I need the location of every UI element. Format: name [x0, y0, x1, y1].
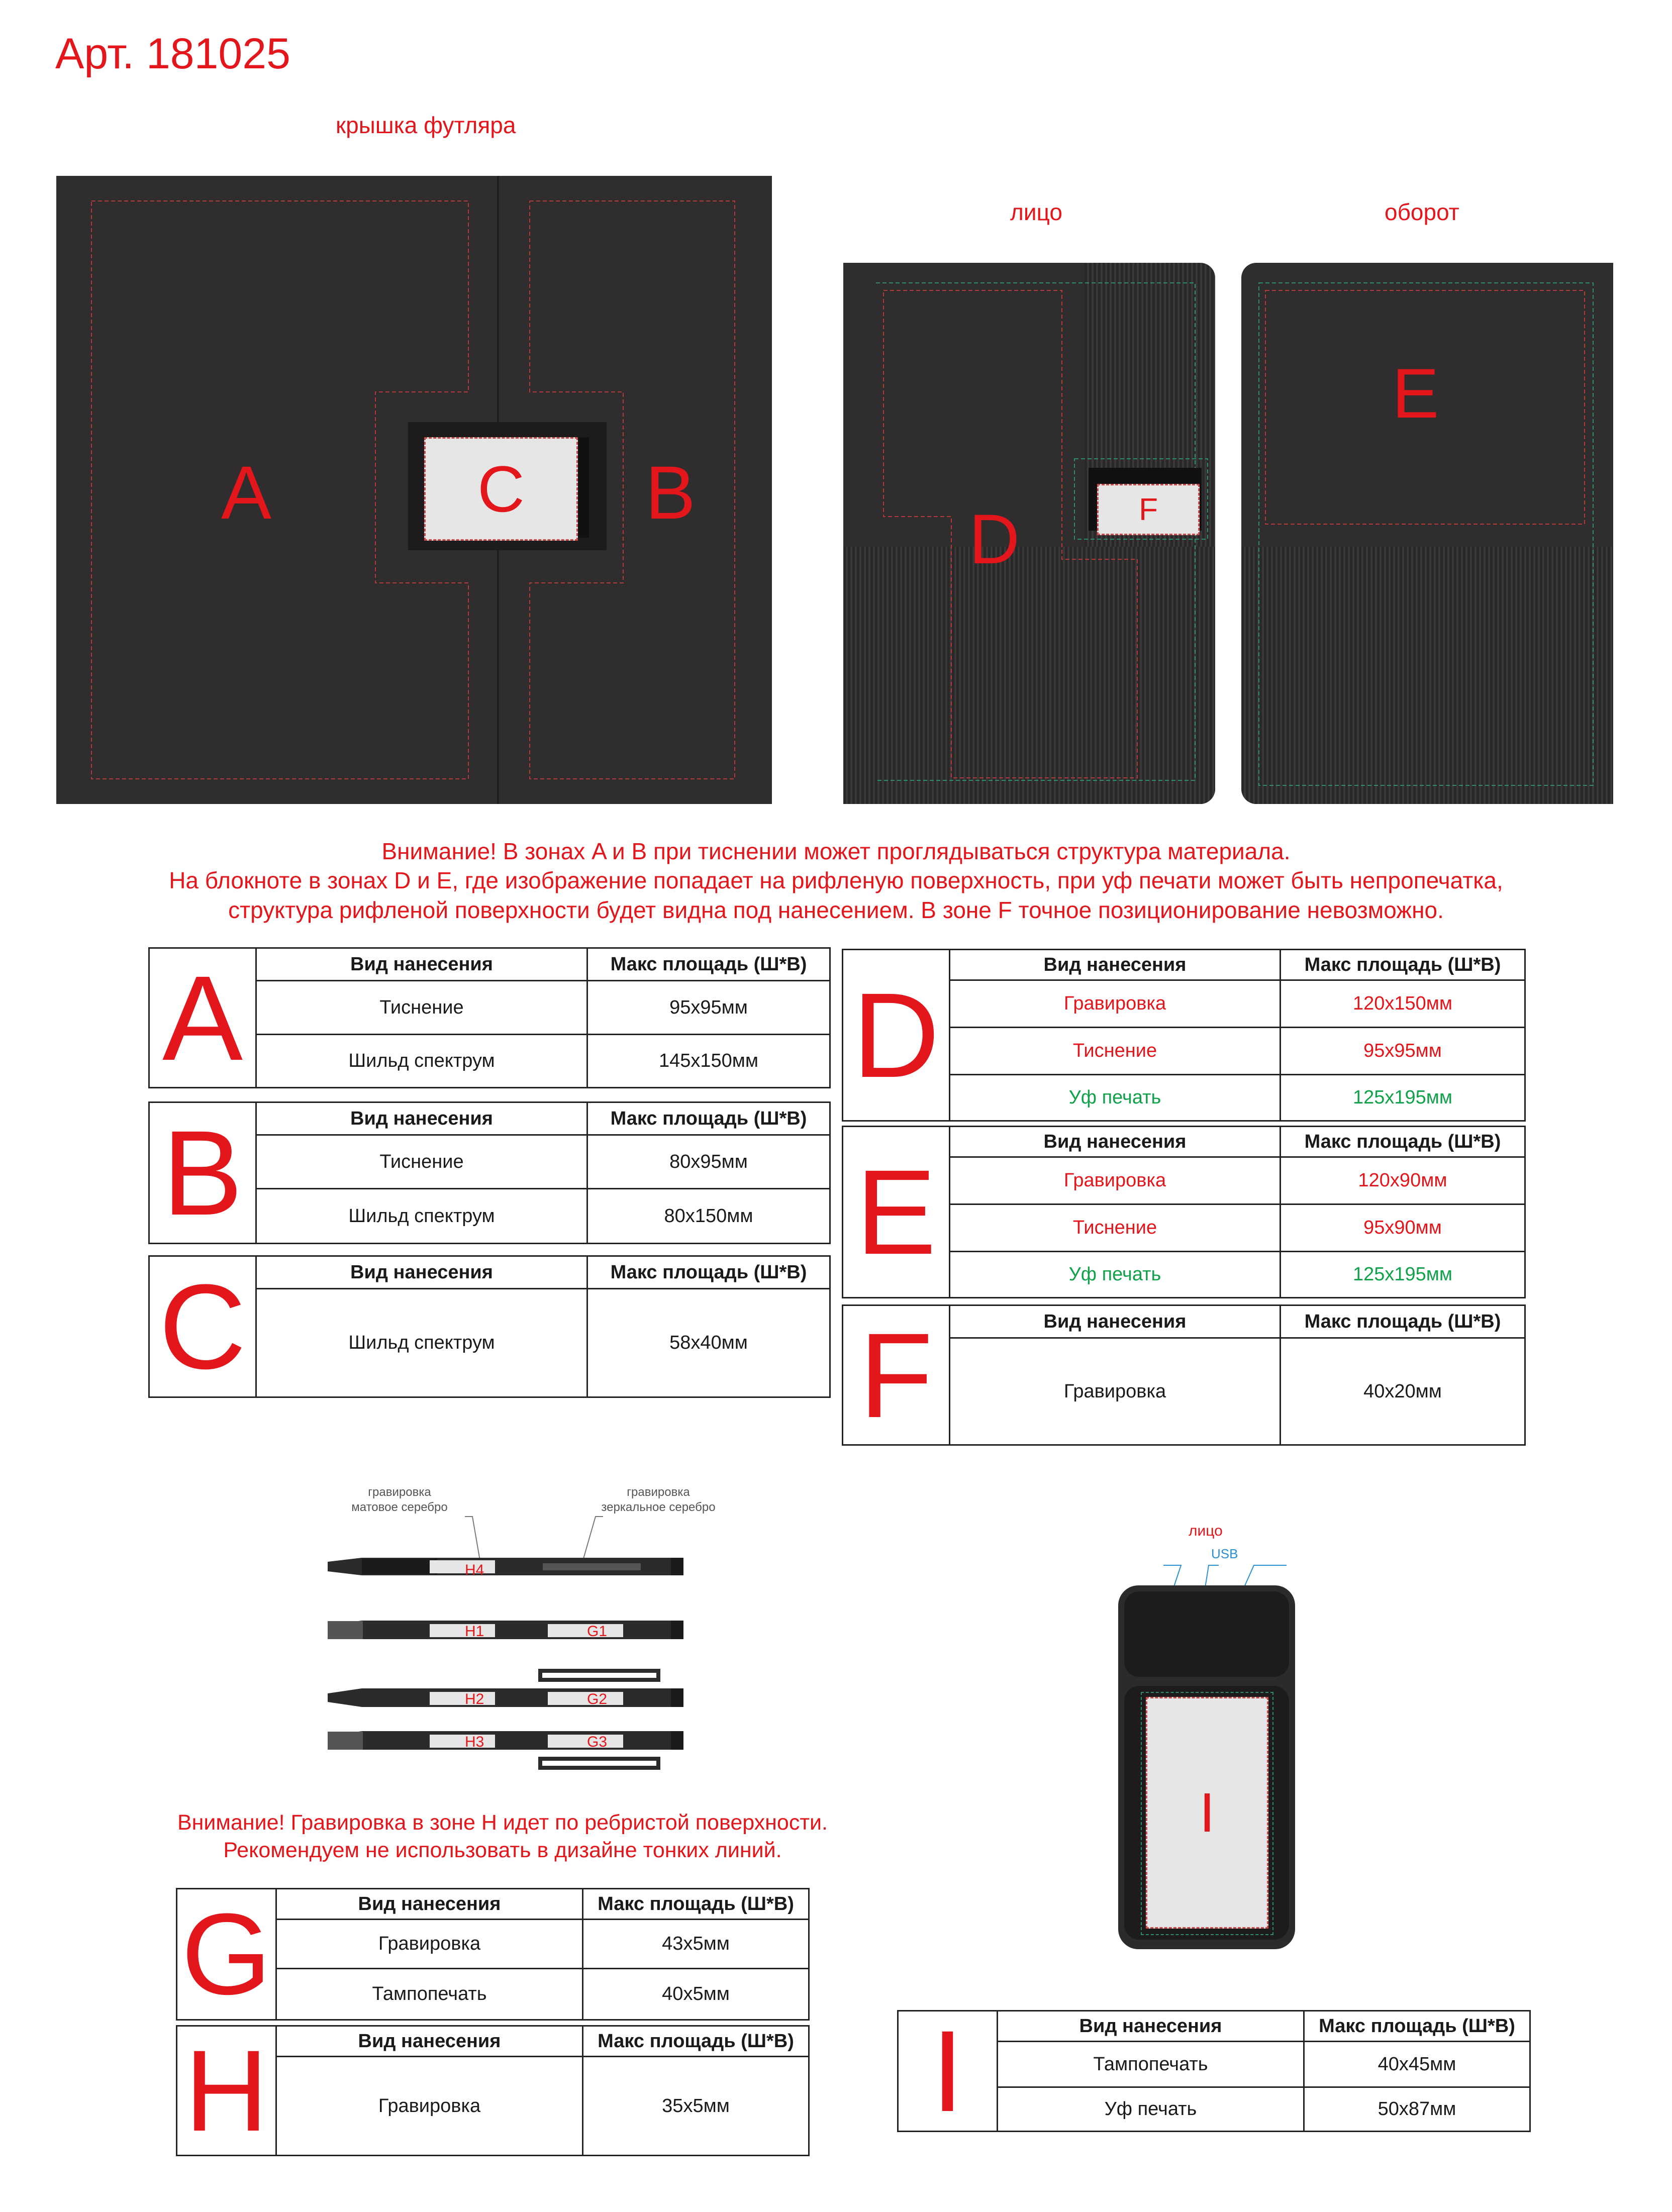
table-f-header-method: Вид нанесения	[950, 1306, 1281, 1337]
pen-label-mirror-line: гравировка	[627, 1485, 690, 1499]
table-i-method: Уф печать	[998, 2088, 1305, 2131]
pen-label-mirror-line: зеркальное серебро	[601, 1500, 716, 1514]
table-c-letter: C	[150, 1257, 257, 1396]
table-i-letter: I	[899, 2012, 998, 2131]
zone-b-label: B	[645, 450, 696, 535]
pen-zone-h4: H4	[465, 1562, 484, 1578]
pen-zone-g1: G1	[587, 1623, 608, 1640]
table-g-area: 43x5мм	[662, 1933, 730, 1954]
table-h-area: 35x5мм	[662, 2095, 730, 2117]
table-i-area: 50x87мм	[1378, 2098, 1456, 2120]
article-title: Арт. 181025	[55, 30, 290, 78]
warning-pens-line-1: Внимание! Гравировка в зоне H идет по ребристой поверхности.	[177, 1811, 828, 1835]
pen-label-matte-line: гравировка	[368, 1485, 431, 1499]
table-h-header-area: Макс площадь (Ш*В)	[598, 2030, 794, 2052]
table-e-method: Гравировка	[950, 1158, 1281, 1203]
table-b-header-method: Вид нанесения	[257, 1103, 588, 1134]
table-f-header-area: Макс площадь (Ш*В)	[1304, 1311, 1501, 1332]
table-f-method: Гравировка	[950, 1339, 1281, 1444]
table-e	[842, 1126, 1526, 1298]
pen-label-mirror	[593, 1485, 724, 1515]
pens-drawing	[322, 1513, 704, 1774]
table-b-area: 80x95мм	[669, 1151, 748, 1172]
zone-i: I	[1146, 1697, 1268, 1929]
warning-pens-line-2: Рекомендуем не использовать в дизайне тонких линий.	[223, 1838, 782, 1862]
table-a-method: Шильд спектрум	[257, 1035, 588, 1087]
notebook-back	[1241, 263, 1613, 804]
table-d-area: 120x150мм	[1352, 993, 1453, 1014]
table-d-area: 125x195мм	[1352, 1087, 1453, 1108]
table-h-letter: H	[177, 2027, 277, 2155]
table-a-letter: A	[150, 949, 257, 1087]
pen-zone-g3: G3	[587, 1734, 608, 1750]
table-b	[148, 1101, 831, 1244]
table-b-area: 80x150мм	[664, 1205, 753, 1227]
zone-a-label: A	[221, 450, 272, 535]
case-lid-caption: крышка футляра	[336, 112, 516, 138]
table-h-header-method: Вид нанесения	[277, 2027, 583, 2056]
table-d-letter: D	[843, 950, 950, 1120]
table-b-method: Тиснение	[257, 1136, 588, 1188]
table-d-area: 95x95мм	[1363, 1040, 1442, 1061]
zone-d-label: D	[969, 499, 1020, 578]
notebook-front-caption: лицо	[1010, 199, 1062, 225]
pen-zone-h3: H3	[465, 1734, 484, 1750]
table-a-area: 145x150мм	[658, 1050, 759, 1071]
table-i-header-area: Макс площадь (Ш*В)	[1319, 2015, 1515, 2037]
table-h-method: Гравировка	[277, 2057, 583, 2155]
table-c	[148, 1255, 831, 1398]
table-a	[148, 947, 831, 1088]
table-g-header-area: Макс площадь (Ш*В)	[598, 1893, 794, 1915]
table-c-header-area: Макс площадь (Ш*В)	[610, 1261, 807, 1283]
table-e-header-method: Вид нанесения	[950, 1127, 1281, 1156]
table-d-header-method: Вид нанесения	[950, 950, 1281, 979]
table-c-header-method: Вид нанесения	[257, 1257, 588, 1288]
table-f-area: 40x20мм	[1363, 1380, 1442, 1402]
pen-zone-g2: G2	[587, 1691, 608, 1707]
warning-line-1: Внимание! В зонах A и B при тиснении может проглядываться структура материала.	[381, 838, 1291, 864]
table-g-letter: G	[177, 1889, 277, 2019]
table-i-method: Тампопечать	[998, 2042, 1305, 2086]
table-d	[842, 949, 1526, 1122]
table-g-header-method: Вид нанесения	[277, 1889, 583, 1919]
table-g-method: Тампопечать	[277, 1969, 583, 2019]
notebook-back-caption: оборот	[1385, 199, 1459, 225]
table-f	[842, 1304, 1526, 1446]
pen-zone-h2: H2	[465, 1691, 484, 1707]
table-e-area: 125x195мм	[1352, 1264, 1453, 1285]
table-d-header-area: Макс площадь (Ш*В)	[1304, 954, 1501, 975]
notebook-front	[843, 263, 1215, 804]
table-e-method: Уф печать	[950, 1252, 1281, 1297]
table-b-letter: B	[150, 1103, 257, 1243]
table-a-header-area: Макс площадь (Ш*В)	[610, 953, 807, 975]
table-e-header-area: Макс площадь (Ш*В)	[1304, 1131, 1501, 1152]
table-f-letter: F	[843, 1306, 950, 1444]
table-c-method: Шильд спектрум	[257, 1289, 588, 1396]
table-i	[897, 2006, 1531, 2136]
warning-line-3: структура рифленой поверхности будет видна под нанесением. В зоне F точное позиционирование невозможно.	[228, 896, 1444, 923]
table-g-method: Гравировка	[277, 1920, 583, 1968]
table-i-area: 40x45мм	[1378, 2053, 1456, 2075]
table-b-method: Шильд спектрум	[257, 1189, 588, 1243]
table-c-area: 58x40мм	[669, 1332, 748, 1353]
table-a-method: Тиснение	[257, 981, 588, 1034]
warning-main	[0, 837, 1672, 925]
warning-pens	[121, 1809, 884, 1864]
table-d-method: Уф печать	[950, 1075, 1281, 1120]
table-a-area: 95x95мм	[669, 996, 748, 1018]
table-g	[176, 1888, 810, 2021]
table-e-area: 95x90мм	[1363, 1217, 1442, 1238]
case-lid-panel	[56, 176, 772, 804]
pen-label-matte	[347, 1485, 452, 1515]
warning-line-2: На блокноте в зонах D и E, где изображение попадает на рифленую поверхность, при уф печати может быть непропечатка,	[169, 867, 1503, 894]
pen-zone-h1: H1	[465, 1623, 484, 1640]
table-e-letter: E	[843, 1127, 950, 1297]
zone-c: C	[424, 437, 578, 541]
table-d-method: Тиснение	[950, 1028, 1281, 1074]
table-d-method: Гравировка	[950, 981, 1281, 1027]
flash-drive	[1118, 1585, 1295, 1949]
flash-usb-label: USB	[1211, 1546, 1238, 1561]
table-h	[176, 2025, 810, 2156]
table-b-header-area: Макс площадь (Ш*В)	[610, 1108, 807, 1129]
table-a-header-method: Вид нанесения	[257, 949, 588, 980]
zone-f: F	[1097, 484, 1200, 535]
pen-label-matte-line: матовое серебро	[351, 1500, 448, 1514]
flash-front-caption: лицо	[1189, 1523, 1223, 1539]
zone-e-label: E	[1392, 354, 1439, 433]
table-e-area: 120x90мм	[1358, 1170, 1447, 1191]
table-e-method: Тиснение	[950, 1205, 1281, 1251]
table-g-area: 40x5мм	[662, 1983, 730, 2004]
table-i-header-method: Вид нанесения	[998, 2012, 1305, 2041]
